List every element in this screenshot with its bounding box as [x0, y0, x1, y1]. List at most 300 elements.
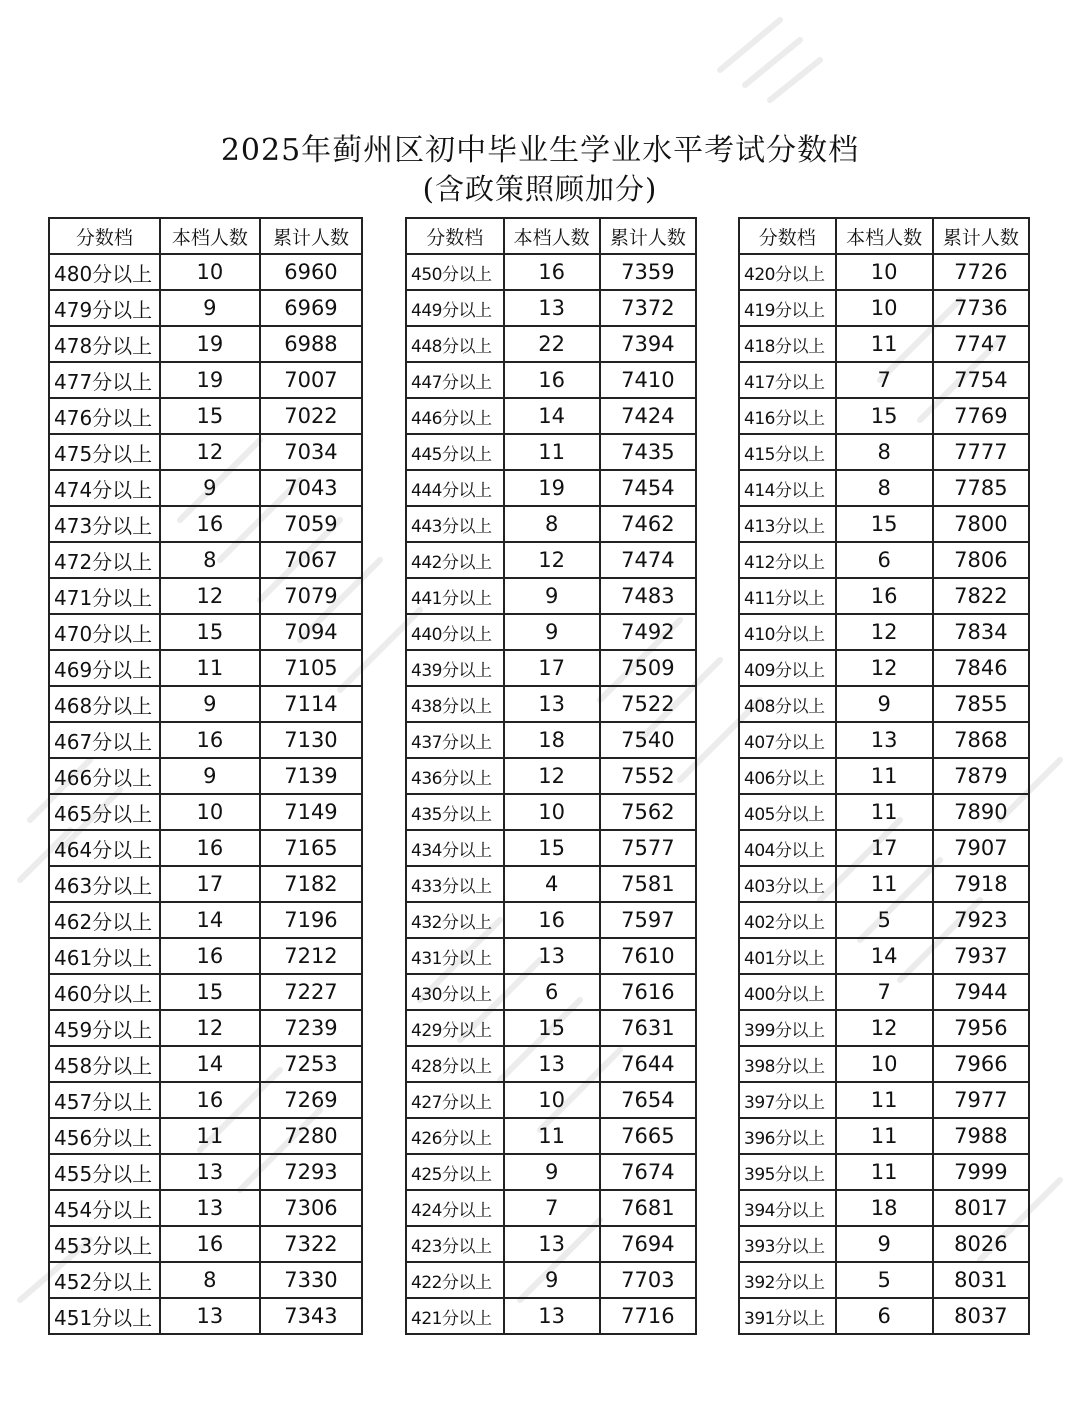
cell-cumulative-count: 7562	[600, 794, 696, 830]
cell-cumulative-count: 8017	[933, 1190, 1029, 1226]
cell-band-count: 11	[836, 1154, 933, 1190]
cell-score-band: 463分以上	[49, 866, 160, 902]
cell-score-band: 414分以上	[739, 470, 836, 506]
cell-cumulative-count: 7343	[260, 1298, 362, 1334]
cell-band-count: 22	[504, 326, 600, 362]
table-row	[406, 686, 696, 722]
score-table-3	[738, 217, 1030, 1335]
table-row	[406, 938, 696, 974]
cell-cumulative-count: 7988	[933, 1118, 1029, 1154]
cell-cumulative-count: 7944	[933, 974, 1029, 1010]
cell-cumulative-count: 7540	[600, 722, 696, 758]
cell-cumulative-count: 7239	[260, 1010, 362, 1046]
cell-cumulative-count: 7212	[260, 938, 362, 974]
table-row	[406, 830, 696, 866]
cell-score-band: 472分以上	[49, 542, 160, 578]
table-row	[406, 542, 696, 578]
cell-cumulative-count: 7182	[260, 866, 362, 902]
table-row	[406, 866, 696, 902]
cell-band-count: 13	[504, 686, 600, 722]
cell-cumulative-count: 7394	[600, 326, 696, 362]
cell-score-band: 436分以上	[406, 758, 504, 794]
table-row	[739, 1226, 1029, 1262]
cell-score-band: 464分以上	[49, 830, 160, 866]
cell-score-band: 403分以上	[739, 866, 836, 902]
cell-score-band: 425分以上	[406, 1154, 504, 1190]
cell-score-band: 408分以上	[739, 686, 836, 722]
cell-score-band: 473分以上	[49, 506, 160, 542]
cell-cumulative-count: 7937	[933, 938, 1029, 974]
table-row	[49, 434, 362, 470]
cell-score-band: 416分以上	[739, 398, 836, 434]
cell-cumulative-count: 7007	[260, 362, 362, 398]
cell-score-band: 397分以上	[739, 1082, 836, 1118]
cell-cumulative-count: 7492	[600, 614, 696, 650]
cell-score-band: 452分以上	[49, 1262, 160, 1298]
cell-score-band: 396分以上	[739, 1118, 836, 1154]
table-row	[739, 1190, 1029, 1226]
table-row	[49, 578, 362, 614]
cell-score-band: 417分以上	[739, 362, 836, 398]
header-row	[49, 218, 362, 254]
cell-score-band: 442分以上	[406, 542, 504, 578]
table-row	[49, 542, 362, 578]
header-band-count: 本档人数	[836, 218, 933, 254]
cell-band-count: 7	[504, 1190, 600, 1226]
cell-band-count: 11	[160, 1118, 260, 1154]
cell-score-band: 434分以上	[406, 830, 504, 866]
cell-score-band: 409分以上	[739, 650, 836, 686]
cell-band-count: 19	[160, 362, 260, 398]
cell-band-count: 15	[160, 974, 260, 1010]
table-row	[406, 758, 696, 794]
table-row	[406, 1046, 696, 1082]
cell-band-count: 18	[504, 722, 600, 758]
cell-band-count: 8	[160, 542, 260, 578]
cell-band-count: 9	[504, 578, 600, 614]
table-row	[49, 362, 362, 398]
cell-cumulative-count: 7907	[933, 830, 1029, 866]
cell-score-band: 419分以上	[739, 290, 836, 326]
cell-score-band: 410分以上	[739, 614, 836, 650]
cell-band-count: 6	[504, 974, 600, 1010]
cell-score-band: 395分以上	[739, 1154, 836, 1190]
cell-band-count: 12	[160, 1010, 260, 1046]
cell-cumulative-count: 6969	[260, 290, 362, 326]
cell-cumulative-count: 7834	[933, 614, 1029, 650]
cell-band-count: 8	[160, 1262, 260, 1298]
table-row	[406, 1010, 696, 1046]
cell-band-count: 7	[836, 974, 933, 1010]
table-row	[739, 506, 1029, 542]
cell-cumulative-count: 7674	[600, 1154, 696, 1190]
cell-band-count: 18	[836, 1190, 933, 1226]
cell-cumulative-count: 7956	[933, 1010, 1029, 1046]
cell-band-count: 13	[504, 1226, 600, 1262]
cell-score-band: 461分以上	[49, 938, 160, 974]
cell-band-count: 17	[160, 866, 260, 902]
cell-score-band: 424分以上	[406, 1190, 504, 1226]
cell-band-count: 10	[836, 254, 933, 290]
table-row	[406, 326, 696, 362]
cell-score-band: 418分以上	[739, 326, 836, 362]
cell-score-band: 404分以上	[739, 830, 836, 866]
table-row	[49, 722, 362, 758]
cell-cumulative-count: 7227	[260, 974, 362, 1010]
cell-band-count: 8	[836, 470, 933, 506]
cell-cumulative-count: 7654	[600, 1082, 696, 1118]
score-table-2	[405, 217, 697, 1335]
cell-score-band: 393分以上	[739, 1226, 836, 1262]
cell-band-count: 14	[160, 902, 260, 938]
cell-cumulative-count: 7822	[933, 578, 1029, 614]
cell-score-band: 471分以上	[49, 578, 160, 614]
cell-score-band: 426分以上	[406, 1118, 504, 1154]
cell-band-count: 5	[836, 902, 933, 938]
cell-band-count: 13	[504, 1046, 600, 1082]
cell-score-band: 420分以上	[739, 254, 836, 290]
table-row	[739, 758, 1029, 794]
cell-cumulative-count: 7747	[933, 326, 1029, 362]
cell-band-count: 13	[504, 938, 600, 974]
cell-score-band: 421分以上	[406, 1298, 504, 1334]
cell-score-band: 457分以上	[49, 1082, 160, 1118]
cell-cumulative-count: 7114	[260, 686, 362, 722]
table-row	[49, 290, 362, 326]
header-cumulative-count: 累计人数	[933, 218, 1029, 254]
table-row	[49, 506, 362, 542]
cell-score-band: 438分以上	[406, 686, 504, 722]
table-row	[739, 830, 1029, 866]
cell-cumulative-count: 7610	[600, 938, 696, 974]
cell-score-band: 413分以上	[739, 506, 836, 542]
table-row	[406, 1154, 696, 1190]
cell-score-band: 449分以上	[406, 290, 504, 326]
document-subtitle: (含政策照顾加分)	[422, 172, 658, 206]
cell-band-count: 11	[836, 1082, 933, 1118]
cell-cumulative-count: 7474	[600, 542, 696, 578]
cell-band-count: 13	[160, 1298, 260, 1334]
cell-score-band: 450分以上	[406, 254, 504, 290]
cell-cumulative-count: 7330	[260, 1262, 362, 1298]
table-row	[49, 1046, 362, 1082]
cell-band-count: 13	[160, 1154, 260, 1190]
table-row	[406, 722, 696, 758]
cell-band-count: 14	[504, 398, 600, 434]
cell-cumulative-count: 7999	[933, 1154, 1029, 1190]
table-row	[49, 794, 362, 830]
cell-band-count: 16	[504, 902, 600, 938]
cell-score-band: 394分以上	[739, 1190, 836, 1226]
cell-band-count: 12	[836, 1010, 933, 1046]
header-score-band: 分数档	[49, 218, 160, 254]
table-row	[739, 938, 1029, 974]
table-row	[739, 1082, 1029, 1118]
cell-band-count: 11	[160, 650, 260, 686]
table-row	[406, 974, 696, 1010]
cell-band-count: 13	[504, 290, 600, 326]
cell-score-band: 445分以上	[406, 434, 504, 470]
cell-cumulative-count: 7410	[600, 362, 696, 398]
cell-score-band: 406分以上	[739, 758, 836, 794]
cell-cumulative-count: 6960	[260, 254, 362, 290]
cell-cumulative-count: 7424	[600, 398, 696, 434]
table-row	[739, 290, 1029, 326]
cell-score-band: 433分以上	[406, 866, 504, 902]
cell-score-band: 411分以上	[739, 578, 836, 614]
cell-band-count: 16	[160, 722, 260, 758]
cell-band-count: 16	[160, 506, 260, 542]
cell-band-count: 10	[504, 1082, 600, 1118]
table-row	[406, 362, 696, 398]
table-row	[406, 1298, 696, 1334]
cell-band-count: 12	[836, 614, 933, 650]
cell-score-band: 443分以上	[406, 506, 504, 542]
cell-cumulative-count: 7644	[600, 1046, 696, 1082]
cell-cumulative-count: 7665	[600, 1118, 696, 1154]
cell-cumulative-count: 7130	[260, 722, 362, 758]
cell-cumulative-count: 7577	[600, 830, 696, 866]
cell-band-count: 11	[836, 326, 933, 362]
cell-band-count: 9	[160, 758, 260, 794]
cell-score-band: 400分以上	[739, 974, 836, 1010]
cell-cumulative-count: 7293	[260, 1154, 362, 1190]
cell-score-band: 422分以上	[406, 1262, 504, 1298]
cell-cumulative-count: 7616	[600, 974, 696, 1010]
cell-score-band: 402分以上	[739, 902, 836, 938]
table-row	[739, 434, 1029, 470]
table-row	[739, 974, 1029, 1010]
cell-score-band: 444分以上	[406, 470, 504, 506]
cell-cumulative-count: 7067	[260, 542, 362, 578]
cell-cumulative-count: 8037	[933, 1298, 1029, 1334]
cell-score-band: 427分以上	[406, 1082, 504, 1118]
table-row	[49, 470, 362, 506]
cell-score-band: 475分以上	[49, 434, 160, 470]
cell-band-count: 16	[160, 938, 260, 974]
header-band-count: 本档人数	[504, 218, 600, 254]
table-row	[406, 1082, 696, 1118]
cell-band-count: 8	[836, 434, 933, 470]
table-row	[49, 1082, 362, 1118]
table-row	[49, 902, 362, 938]
cell-score-band: 440分以上	[406, 614, 504, 650]
cell-cumulative-count: 7977	[933, 1082, 1029, 1118]
cell-score-band: 451分以上	[49, 1298, 160, 1334]
table-row	[739, 794, 1029, 830]
table-row	[406, 1118, 696, 1154]
table-row	[49, 974, 362, 1010]
cell-band-count: 16	[160, 1226, 260, 1262]
cell-band-count: 15	[836, 398, 933, 434]
cell-band-count: 7	[836, 362, 933, 398]
table-row	[406, 578, 696, 614]
cell-cumulative-count: 7777	[933, 434, 1029, 470]
header-row	[739, 218, 1029, 254]
cell-band-count: 12	[504, 542, 600, 578]
cell-cumulative-count: 7253	[260, 1046, 362, 1082]
cell-score-band: 462分以上	[49, 902, 160, 938]
header-cumulative-count: 累计人数	[600, 218, 696, 254]
cell-cumulative-count: 7966	[933, 1046, 1029, 1082]
cell-band-count: 13	[836, 722, 933, 758]
header-score-band: 分数档	[406, 218, 504, 254]
cell-cumulative-count: 7034	[260, 434, 362, 470]
table-row	[739, 470, 1029, 506]
cell-band-count: 11	[504, 1118, 600, 1154]
cell-cumulative-count: 7059	[260, 506, 362, 542]
cell-score-band: 423分以上	[406, 1226, 504, 1262]
cell-band-count: 8	[504, 506, 600, 542]
table-row	[49, 1298, 362, 1334]
table-row	[406, 254, 696, 290]
cell-band-count: 9	[504, 1262, 600, 1298]
cell-band-count: 10	[836, 290, 933, 326]
cell-score-band: 429分以上	[406, 1010, 504, 1046]
cell-score-band: 455分以上	[49, 1154, 160, 1190]
cell-band-count: 11	[836, 1118, 933, 1154]
cell-band-count: 16	[504, 362, 600, 398]
cell-band-count: 10	[836, 1046, 933, 1082]
cell-cumulative-count: 7846	[933, 650, 1029, 686]
cell-cumulative-count: 7043	[260, 470, 362, 506]
cell-cumulative-count: 7800	[933, 506, 1029, 542]
table-row	[49, 1010, 362, 1046]
cell-cumulative-count: 8026	[933, 1226, 1029, 1262]
cell-band-count: 17	[504, 650, 600, 686]
cell-band-count: 6	[836, 1298, 933, 1334]
cell-cumulative-count: 7726	[933, 254, 1029, 290]
cell-band-count: 16	[160, 1082, 260, 1118]
cell-score-band: 407分以上	[739, 722, 836, 758]
table-row	[406, 506, 696, 542]
table-row	[739, 722, 1029, 758]
cell-band-count: 12	[504, 758, 600, 794]
cell-score-band: 458分以上	[49, 1046, 160, 1082]
table-row	[49, 614, 362, 650]
document-title: 2025年蓟州区初中毕业生学业水平考试分数档	[220, 133, 860, 168]
table-row	[49, 1118, 362, 1154]
table-row	[739, 1298, 1029, 1334]
cell-band-count: 12	[836, 650, 933, 686]
cell-score-band: 466分以上	[49, 758, 160, 794]
cell-band-count: 11	[836, 758, 933, 794]
cell-band-count: 9	[160, 470, 260, 506]
cell-cumulative-count: 7552	[600, 758, 696, 794]
table-row	[739, 1262, 1029, 1298]
cell-score-band: 477分以上	[49, 362, 160, 398]
cell-band-count: 14	[836, 938, 933, 974]
table-row	[406, 794, 696, 830]
cell-score-band: 480分以上	[49, 254, 160, 290]
cell-cumulative-count: 7322	[260, 1226, 362, 1262]
cell-cumulative-count: 7435	[600, 434, 696, 470]
cell-band-count: 19	[160, 326, 260, 362]
table-row	[406, 902, 696, 938]
cell-score-band: 470分以上	[49, 614, 160, 650]
cell-score-band: 447分以上	[406, 362, 504, 398]
cell-score-band: 441分以上	[406, 578, 504, 614]
cell-cumulative-count: 8031	[933, 1262, 1029, 1298]
table-row	[49, 650, 362, 686]
table-row	[739, 1046, 1029, 1082]
table-row	[406, 398, 696, 434]
cell-band-count: 17	[836, 830, 933, 866]
table-row	[739, 1154, 1029, 1190]
cell-cumulative-count: 7918	[933, 866, 1029, 902]
cell-score-band: 399分以上	[739, 1010, 836, 1046]
cell-score-band: 439分以上	[406, 650, 504, 686]
table-row	[49, 686, 362, 722]
cell-band-count: 15	[160, 398, 260, 434]
cell-cumulative-count: 7269	[260, 1082, 362, 1118]
cell-score-band: 428分以上	[406, 1046, 504, 1082]
cell-cumulative-count: 7522	[600, 686, 696, 722]
cell-cumulative-count: 7359	[600, 254, 696, 290]
table-row	[406, 434, 696, 470]
cell-cumulative-count: 7890	[933, 794, 1029, 830]
table-row	[406, 470, 696, 506]
cell-score-band: 448分以上	[406, 326, 504, 362]
cell-band-count: 9	[160, 686, 260, 722]
cell-score-band: 465分以上	[49, 794, 160, 830]
cell-score-band: 456分以上	[49, 1118, 160, 1154]
cell-score-band: 430分以上	[406, 974, 504, 1010]
cell-cumulative-count: 7923	[933, 902, 1029, 938]
cell-band-count: 9	[504, 1154, 600, 1190]
cell-band-count: 11	[504, 434, 600, 470]
table-row	[739, 254, 1029, 290]
cell-score-band: 392分以上	[739, 1262, 836, 1298]
cell-cumulative-count: 7694	[600, 1226, 696, 1262]
cell-band-count: 15	[160, 614, 260, 650]
cell-band-count: 9	[836, 1226, 933, 1262]
cell-score-band: 460分以上	[49, 974, 160, 1010]
table-row	[49, 938, 362, 974]
cell-cumulative-count: 7280	[260, 1118, 362, 1154]
cell-score-band: 415分以上	[739, 434, 836, 470]
cell-score-band: 454分以上	[49, 1190, 160, 1226]
cell-cumulative-count: 7879	[933, 758, 1029, 794]
cell-cumulative-count: 7754	[933, 362, 1029, 398]
cell-cumulative-count: 7139	[260, 758, 362, 794]
table-row	[739, 650, 1029, 686]
cell-band-count: 15	[836, 506, 933, 542]
cell-band-count: 10	[160, 794, 260, 830]
cell-score-band: 398分以上	[739, 1046, 836, 1082]
table-row	[49, 830, 362, 866]
cell-band-count: 19	[504, 470, 600, 506]
cell-band-count: 16	[836, 578, 933, 614]
table-row	[49, 1262, 362, 1298]
cell-band-count: 12	[160, 578, 260, 614]
table-row	[739, 326, 1029, 362]
table-row	[406, 650, 696, 686]
cell-cumulative-count: 7855	[933, 686, 1029, 722]
table-row	[406, 614, 696, 650]
cell-cumulative-count: 7483	[600, 578, 696, 614]
cell-cumulative-count: 7806	[933, 542, 1029, 578]
cell-band-count: 4	[504, 866, 600, 902]
cell-band-count: 16	[504, 254, 600, 290]
table-row	[739, 542, 1029, 578]
cell-score-band: 478分以上	[49, 326, 160, 362]
table-row	[49, 1190, 362, 1226]
cell-band-count: 11	[836, 794, 933, 830]
cell-score-band: 468分以上	[49, 686, 160, 722]
header-cumulative-count: 累计人数	[260, 218, 362, 254]
table-row	[739, 902, 1029, 938]
